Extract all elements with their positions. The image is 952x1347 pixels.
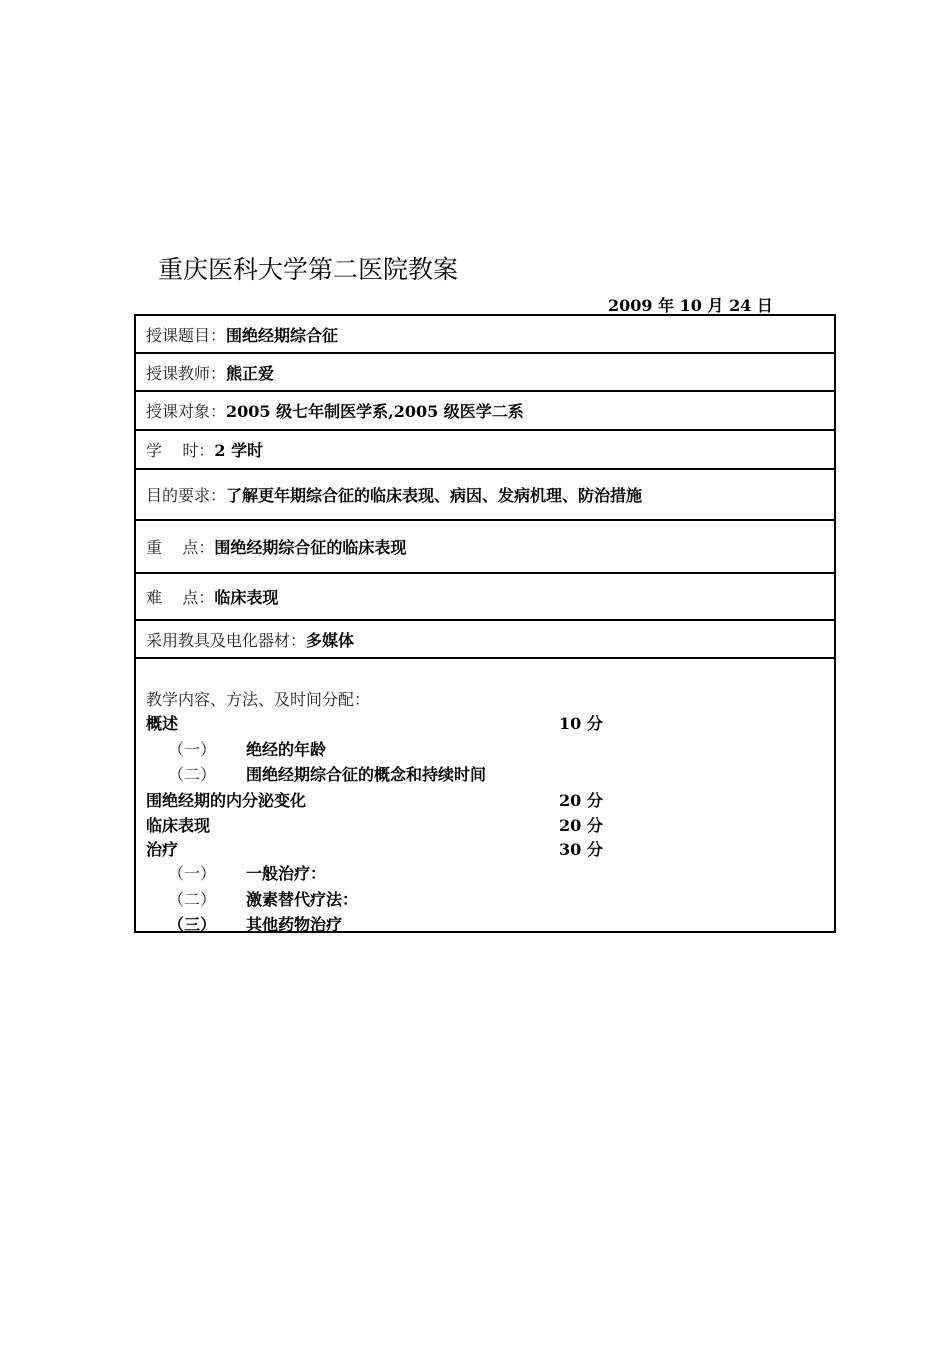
- section-time: 10 分: [559, 714, 603, 733]
- teacher-label: 授课教师：: [146, 363, 227, 383]
- difficulties-label: 难 点：: [146, 588, 215, 607]
- row-teacher: [136, 354, 834, 392]
- row-hours: [136, 431, 834, 470]
- section-title: 治疗: [146, 840, 179, 859]
- objectives-label: 目的要求：: [146, 486, 227, 505]
- subsection-number: （三）: [168, 915, 217, 934]
- row-audience: [136, 392, 834, 431]
- row-objectives: [136, 470, 834, 521]
- subsection-number: （二）: [168, 765, 217, 784]
- section-title: 临床表现: [146, 816, 211, 835]
- content-heading: 教学内容、方法、及时间分配：: [146, 690, 371, 709]
- objectives-value: 了解更年期综合征的临床表现、病因、发病机理、防治措施: [226, 486, 643, 505]
- topic-label: 授课题目：: [146, 325, 227, 345]
- row-key-points: [136, 521, 834, 574]
- lesson-plan-table: [134, 314, 836, 933]
- row-difficulties: [136, 574, 834, 621]
- document-title: 重庆医科大学第二医院教案: [158, 255, 459, 284]
- teaching-aids-label: 采用教具及电化器材：: [146, 630, 307, 650]
- teaching-content-cell: [136, 659, 834, 934]
- teacher-value: 熊正爱: [226, 363, 275, 383]
- subsection-text: 围绝经期综合征的概念和持续时间: [246, 765, 487, 784]
- subsection-text: 激素替代疗法：: [246, 890, 359, 909]
- hours-value: 2 学时: [214, 441, 264, 460]
- hours-label: 学 时：: [146, 441, 215, 460]
- difficulties-value: 临床表现: [214, 588, 279, 607]
- audience-label: 授课对象：: [146, 402, 227, 421]
- section-time: 20 分: [559, 816, 603, 835]
- key-points-label: 重 点：: [146, 538, 215, 557]
- subsection-number: （一）: [168, 864, 217, 883]
- subsection-text: 绝经的年龄: [246, 740, 327, 759]
- audience-value: 2005 级七年制医学系,2005 级医学二系: [226, 402, 524, 421]
- key-points-value: 围绝经期综合征的临床表现: [214, 538, 407, 557]
- document-date: 2009 年 10 月 24 日: [608, 296, 773, 315]
- subsection-number: （二）: [168, 890, 217, 909]
- subsection-text: 一般治疗：: [246, 864, 327, 883]
- teaching-aids-value: 多媒体: [306, 630, 355, 650]
- subsection-text: 其他药物治疗: [246, 915, 343, 934]
- topic-value: 围绝经期综合征: [226, 325, 339, 345]
- row-teaching-aids: [136, 621, 834, 659]
- section-time: 20 分: [559, 791, 603, 810]
- row-topic: [136, 316, 834, 354]
- section-title: 围绝经期的内分泌变化: [146, 791, 307, 810]
- section-time: 30 分: [559, 840, 603, 859]
- subsection-number: （一）: [168, 740, 217, 759]
- section-title: 概述: [146, 714, 179, 733]
